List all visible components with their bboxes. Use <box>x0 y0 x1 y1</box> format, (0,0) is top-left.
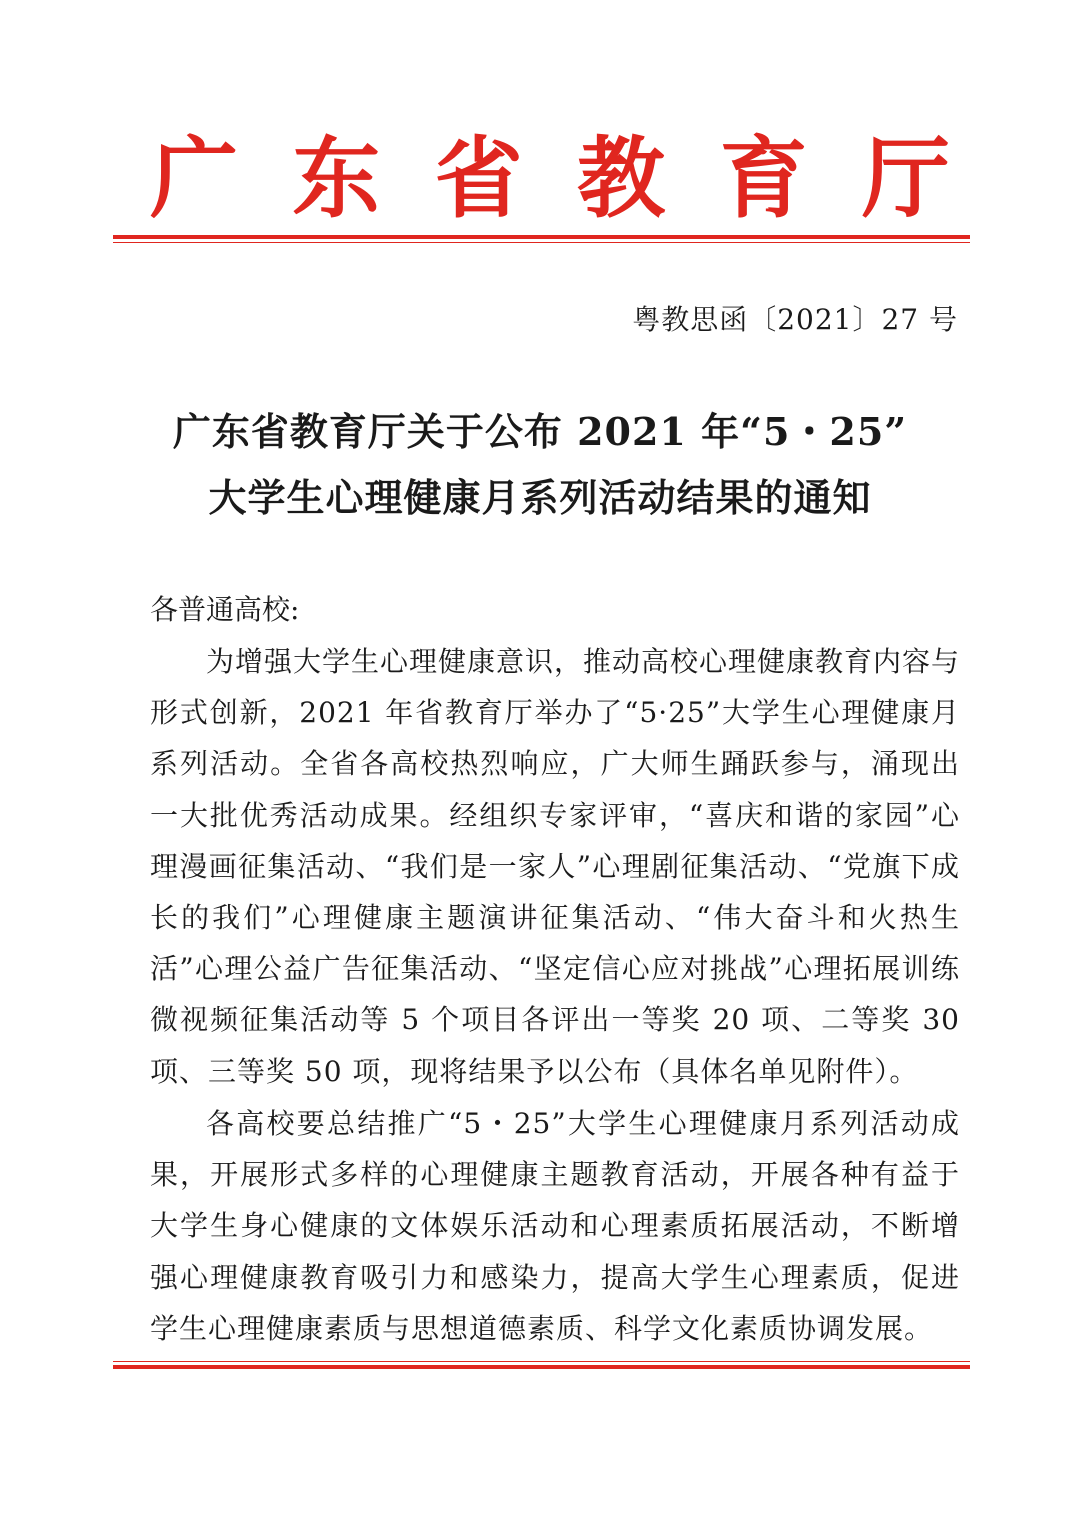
footer-divider-thin <box>113 1361 970 1362</box>
letterhead-char: 教 <box>577 126 666 230</box>
footer-divider-thick <box>113 1365 970 1369</box>
letterhead-title <box>150 128 950 228</box>
document-title-line-2: 大学生心理健康月系列活动结果的通知 <box>208 475 872 520</box>
letterhead-divider-thin <box>113 242 970 243</box>
letterhead-char: 厅 <box>861 126 950 230</box>
letterhead-char: 广 <box>150 126 239 230</box>
body-paragraph-1: 为增强大学生心理健康意识，推动高校心理健康教育内容与形式创新，2021 年省教育厅举办了“5·25”大学生心理健康月系列活动。全省各高校热烈响应，广大师生踊跃参与，涌现出一大批优秀活动成果。经组织专家评审，“喜庆和谐的家园”心理漫画征集活动、“我们是一家人”心理剧征集活动、“党旗下成长的我们”心理健康主题演讲征集活动、“伟大奋斗和火热生活”心理公益广告征集活动、“坚定信心应对挑战”心理拓展训练微视频征集活动等 5 个项目各评出一等奖 20 项、二等奖 30 项、三等奖 50 项，现将结果予以公布（具体名单见附件）。 <box>150 645 961 1088</box>
salutation: 各普通高校: <box>150 593 300 626</box>
letterhead-char: 东 <box>292 126 381 230</box>
body-paragraph-2: 各高校要总结推广“5・25”大学生心理健康月系列活动成果，开展形式多样的心理健康主题教育活动，开展各种有益于大学生身心健康的文体娱乐活动和心理素质拓展活动，不断增强心理健康教育吸引力和感染力，提高大学生心理素质，促进学生心理健康素质与思想道德素质、科学文化素质协调发展。 <box>150 1107 960 1345</box>
document-number: 粤教思函〔2021〕27 号 <box>632 303 958 336</box>
letterhead-char: 育 <box>719 126 808 230</box>
document-title-line-1: 广东省教育厅关于公布 2021 年“5・25” <box>172 409 908 454</box>
letterhead-divider-thick <box>113 235 970 239</box>
letterhead <box>0 128 1080 238</box>
letterhead-char: 省 <box>434 126 523 230</box>
